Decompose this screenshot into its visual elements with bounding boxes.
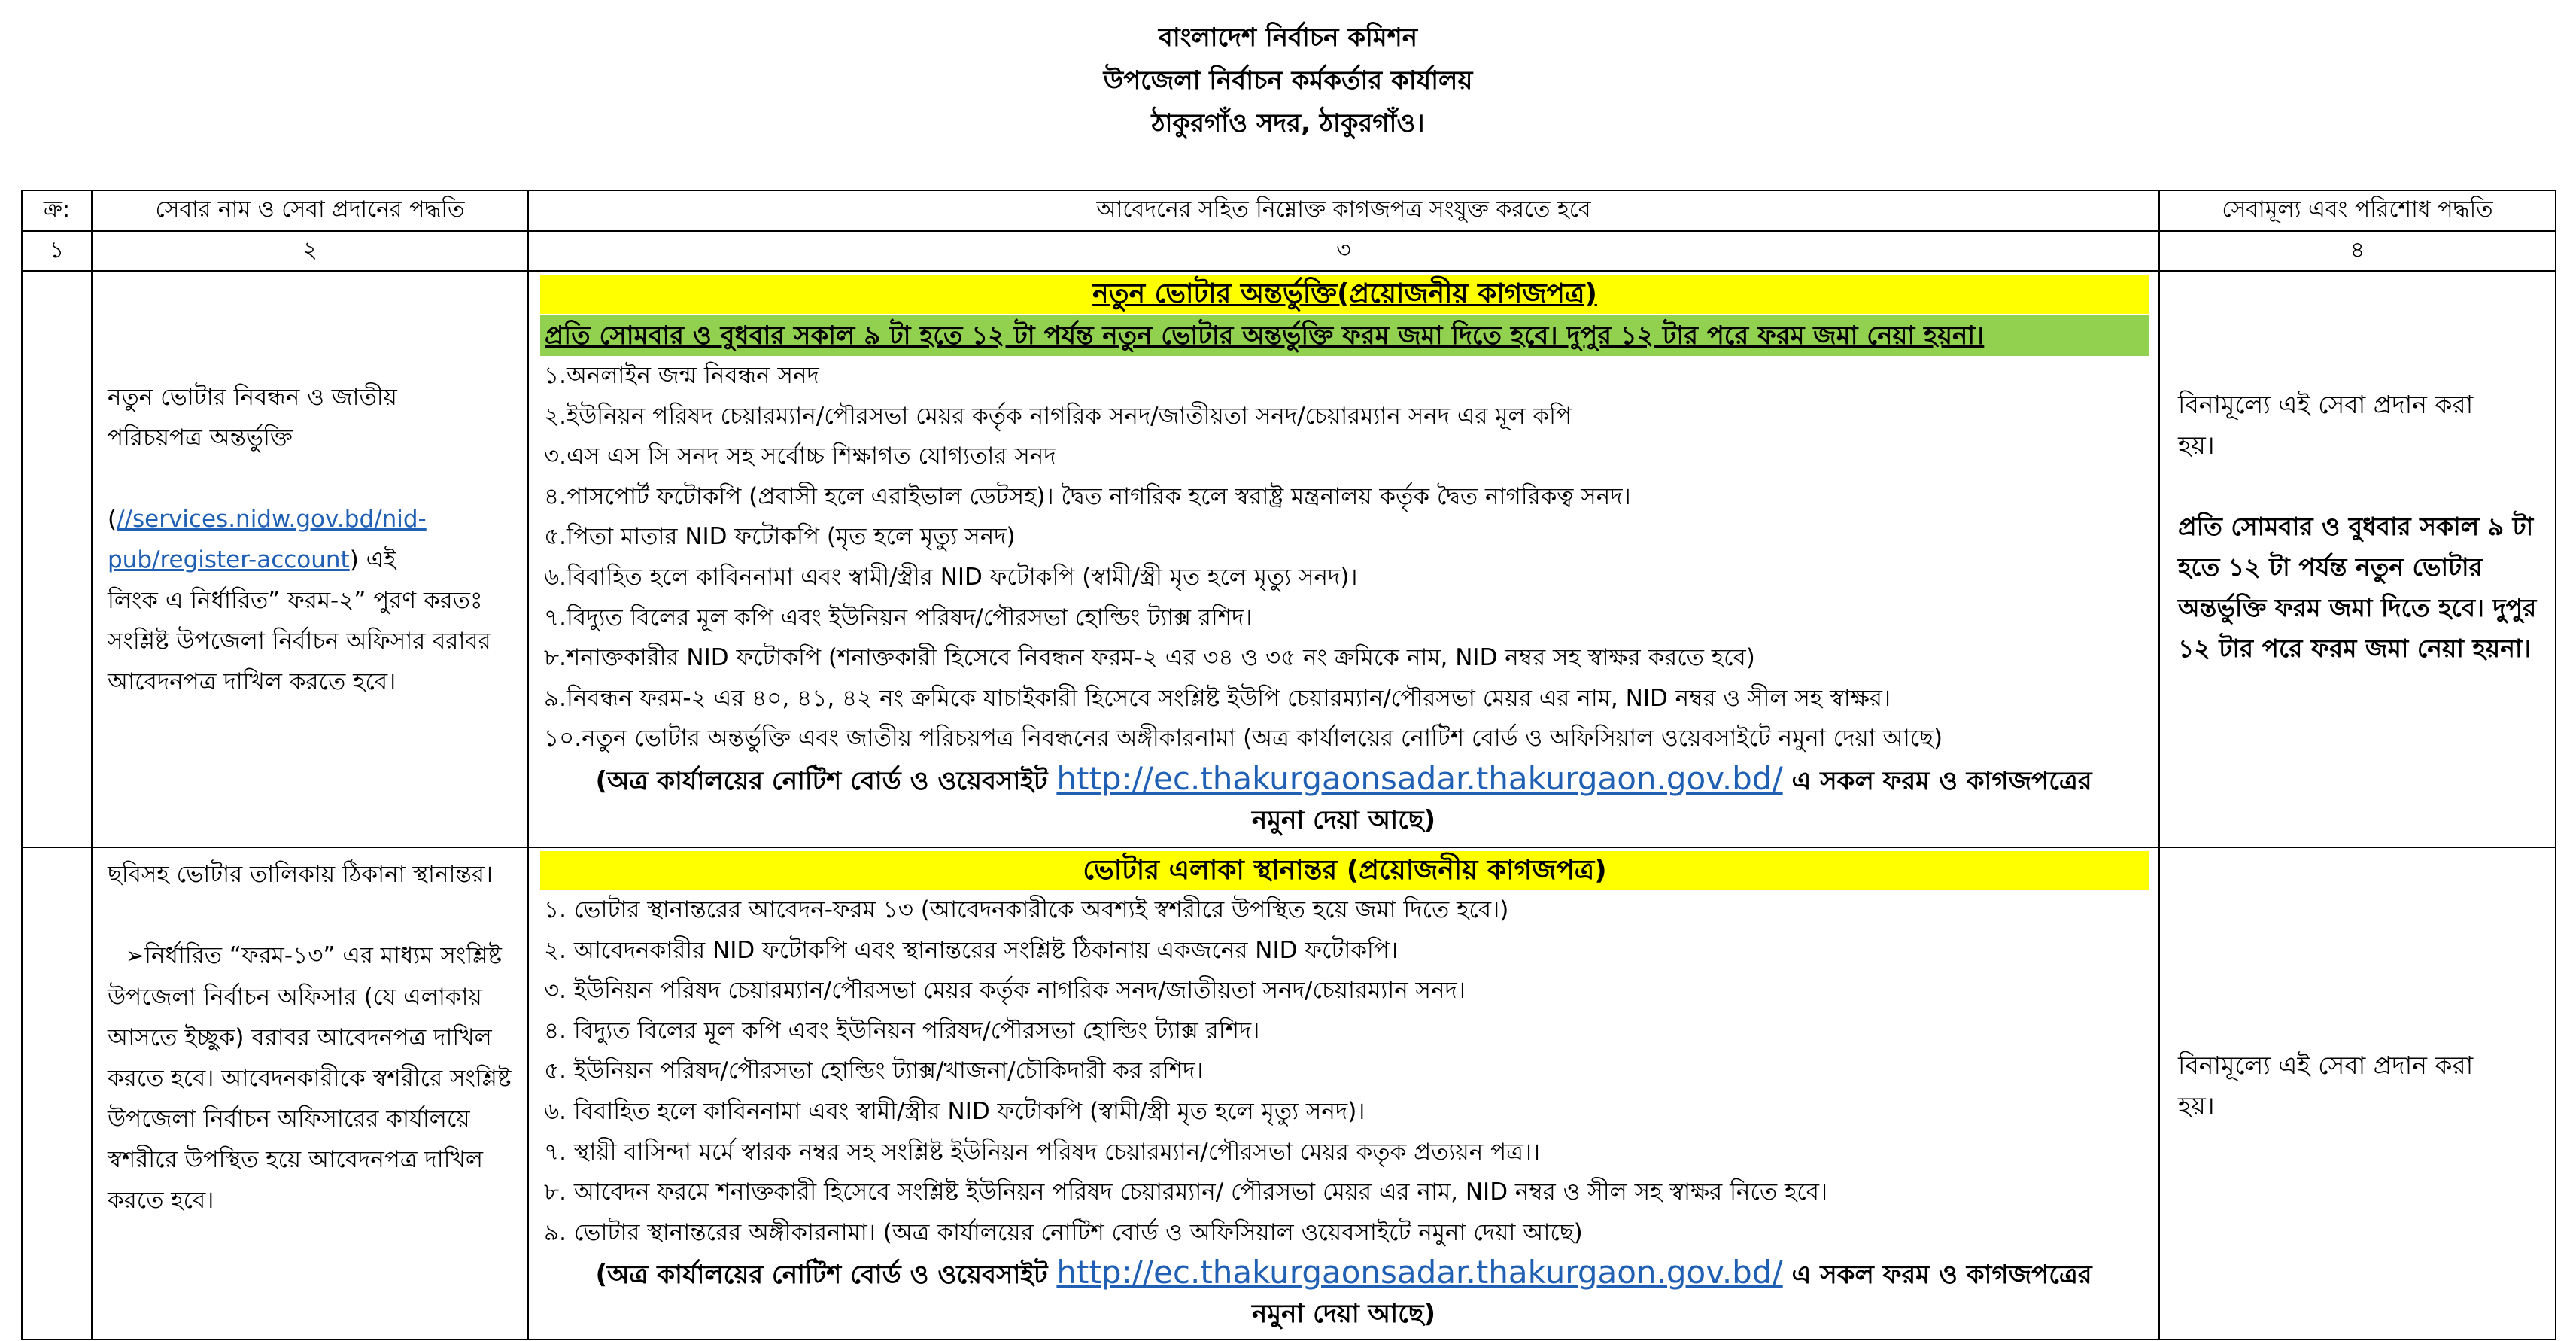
col-number-3: ৩ xyxy=(528,231,2159,271)
service-table xyxy=(21,190,2556,1340)
table-row xyxy=(22,271,2556,847)
list-item: ৫. ইউনিয়ন পরিষদ/পৌরসভা হোল্ডিং ট্যাক্স/খাজনা/চৌকিদারী কর রশিদ। xyxy=(544,1057,1204,1085)
row1-documents-cell xyxy=(528,271,2159,847)
list-item: ৯. ভোটার স্থানান্তরের অঙ্গীকারনামা। (অত্র কার্যালয়ের নোটিশ বোর্ড ও অফিসিয়াল ওয়েবসাইটে নমুনা দেয়া আছে) xyxy=(544,1218,1583,1246)
list-item: ১. ভোটার স্থানান্তরের আবেদন-ফরম ১৩ (আবেদনকারীকে অবশ্যই স্বশরীরে উপস্থিত হয়ে জমা দিতে হবে।) xyxy=(544,896,1509,923)
list-item: ২. আবেদনকারীর NID ফটোকপি এবং স্থানান্তরের সংশ্লিষ্ট ঠিকানায় একজনের NID ফটোকপি। xyxy=(544,936,1399,964)
row1-service-instructions: লিংক এ নির্ধারিত” ফরম-২” পুরণ করতঃ সংশ্লিষ্ট উপজেলা নির্বাচন অফিসার বরাবর আবেদনপত্র দাখিল করতে হবে। xyxy=(108,587,491,695)
row1-service-line2: পরিচয়পত্র অন্তর্ভুক্তি xyxy=(108,424,293,452)
row2-service-cell xyxy=(92,847,528,1339)
list-item: ১.অনলাইন জন্ম নিবন্ধন সনদ xyxy=(544,362,819,389)
header-office: উপজেলা নির্বাচন কর্মকর্তার কার্যালয় xyxy=(1103,65,1473,96)
header-commission: বাংলাদেশ নির্বাচন কমিশন xyxy=(1158,23,1418,53)
list-item: ৭. স্থায়ী বাসিন্দা মর্মে স্বারক নম্বর সহ সংশ্লিষ্ট ইউনিয়ন পরিষদ চেয়ারম্যান/পৌরসভা মেয়র কতৃক প্রত্যয়ন পত্র।। xyxy=(544,1138,1541,1166)
col-header-fee: সেবামূল্য এবং পরিশোধ পদ্ধতি xyxy=(2159,190,2556,231)
row1-note-line2: নমুনা দেয়া আছে) xyxy=(1251,804,1435,835)
document-header xyxy=(0,17,2576,145)
row1-title: নতুন ভোটার অন্তর্ভুক্তি(প্রয়োজনীয় কাগজপত্র) xyxy=(540,275,2149,314)
row1-green-notice: প্রতি সোমবার ও বুধবার সকাল ৯ টা হতে ১২ টা পর্যন্ত নতুন ভোটার অন্তর্ভুক্তি ফরম জমা দিতে হবে। দুপুর ১২ টার পরে ফরম জমা নেয়া হয়না। xyxy=(540,315,2149,356)
row2-documents-cell xyxy=(528,847,2159,1339)
row1-fee-line1: বিনামূল্যে এই সেবা প্রদান করা xyxy=(2178,390,2474,419)
row2-service-instructions: ➢নির্ধারিত “ফরম-১৩” এর মাধ্যম সংশ্লিষ্ট উপজেলা নির্বাচন অফিসার (যে এলাকায় আসতে ইচ্ছুক) বরাবর আবেদনপত্র দাখিল করতে হবে। আবেদনকারীকে স্বশরীরে সংশ্লিষ্ট উপজেলা নির্বাচন অফিসারের কার্যালয়ে স্বশরীরে উপস্থিত হয়ে আবেদনপত্র দাখিল করতে হবে। xyxy=(108,942,512,1214)
table-row xyxy=(22,847,2556,1339)
nid-register-link[interactable]: //services.nidw.gov.bd/nid-pub/register-account xyxy=(108,506,427,573)
list-item: ৬.বিবাহিত হলে কাবিননামা এবং স্বামী/স্ত্রীর NID ফটোকপি (স্বামী/স্ত্রী মৃত হলে মৃত্যু সনদ)। xyxy=(544,563,1358,591)
list-item: ৪.পাসপোর্ট ফটোকপি (প্রবাসী হলে এরাইভাল ডেটসহ)। দ্বৈত নাগরিক হলে স্বরাষ্ট্র মন্ত্রনালয় কর্তৃক দ্বৈত নাগরিকত্ব সনদ। xyxy=(544,482,1631,510)
row2-fee-line2: হয়। xyxy=(2178,1091,2215,1121)
list-item: ১০.নতুন ভোটার অন্তর্ভুক্তি এবং জাতীয় পরিচয়পত্র নিবন্ধনের অঙ্গীকারনামা (অত্র কার্যালয়ের নোটিশ বোর্ড ও অফিসিয়াল ওয়েবসাইটে নমুনা দেয়া আছে) xyxy=(544,725,1943,753)
row2-fee-line1: বিনামূল্যে এই সেবা প্রদান করা xyxy=(2178,1051,2474,1080)
row1-fee-cell xyxy=(2159,271,2556,847)
column-number-row xyxy=(22,231,2556,271)
row1-fee-notice: প্রতি সোমবার ও বুধবার সকাল ৯ টা হতে ১২ টা পর্যন্ত নতুন ভোটার অন্তর্ভুক্তি ফরম জমা দিতে হবে। দুপুর ১২ টার পরে ফরম জমা নেয়া হয়না। xyxy=(2178,512,2537,663)
row2-serial xyxy=(22,847,92,1339)
list-item: ৩. ইউনিয়ন পরিষদ চেয়ারম্যান/পৌরসভা মেয়র কর্তৃক নাগরিক সনদ/জাতীয়তা সনদ/চেয়ারম্যান সনদ। xyxy=(544,977,1466,1005)
list-item: ৩.এস এস সি সনদ সহ সর্বোচ্চ শিক্ষাগত যোগ্যতার সনদ xyxy=(544,442,1056,470)
table-header-row xyxy=(22,190,2556,231)
office-website-link[interactable]: http://ec.thakurgaonsadar.thakurgaon.gov.bd/ xyxy=(1056,1254,1783,1291)
list-item: ৮.শনাক্তকারীর NID ফটোকপি (শনাক্তকারী হিসেবে নিবন্ধন ফরম-২ এর ৩৪ ও ৩৫ নং ক্রমিকে নাম, NID নম্বর সহ স্বাক্ষর করতে হবে) xyxy=(544,644,1755,672)
row1-service-link-block: (//services.nidw.gov.bd/nid-pub/register-account) এই xyxy=(108,506,427,573)
row2-title: ভোটার এলাকা স্থানান্তর (প্রয়োজনীয় কাগজপত্র) xyxy=(540,851,2149,890)
col-header-service: সেবার নাম ও সেবা প্রদানের পদ্ধতি xyxy=(92,190,528,231)
office-website-link[interactable]: http://ec.thakurgaonsadar.thakurgaon.gov.bd/ xyxy=(1056,759,1783,797)
row2-service-title: ছবিসহ ভোটার তালিকায় ঠিকানা স্থানান্তর। xyxy=(108,861,493,888)
row1-service-cell xyxy=(92,271,528,847)
col-number-1: ১ xyxy=(22,231,92,271)
col-number-2: ২ xyxy=(92,231,528,271)
list-item: ৭.বিদ্যুত বিলের মূল কপি এবং ইউনিয়ন পরিষদ/পৌরসভা হোল্ডিং ট্যাক্স রশিদ। xyxy=(544,604,1253,631)
row2-fee-cell xyxy=(2159,847,2556,1339)
row1-fee-line2: হয়। xyxy=(2178,430,2215,460)
header-location: ঠাকুরগাঁও সদর, ঠাকুরগাঁও। xyxy=(1151,108,1425,138)
row2-note: (অত্র কার্যালয়ের নোটিশ বোর্ড ও ওয়েবসাইট http://ec.thakurgaonsadar.thakurgaon.gov.bd/ এ সকল ফরম ও কাগজপত্রের xyxy=(595,1254,2092,1291)
list-item: ৪. বিদ্যুত বিলের মূল কপি এবং ইউনিয়ন পরিষদ/পৌরসভা হোল্ডিং ট্যাক্স রশিদ। xyxy=(544,1017,1260,1045)
list-item: ৮. আবেদন ফরমে শনাক্তকারী হিসেবে সংশ্লিষ্ট ইউনিয়ন পরিষদ চেয়ারম্যান/ পৌরসভা মেয়র এর নাম, NID নম্বর ও সীল সহ স্বাক্ষর নিতে হবে। xyxy=(544,1178,1828,1206)
row1-serial xyxy=(22,271,92,847)
col-header-documents: আবেদনের সহিত নিম্নোক্ত কাগজপত্র সংযুক্ত করতে হবে xyxy=(528,190,2159,231)
row1-service-line1: নতুন ভোটার নিবন্ধন ও জাতীয় xyxy=(108,384,397,411)
col-number-4: ৪ xyxy=(2159,231,2556,271)
list-item: ২.ইউনিয়ন পরিষদ চেয়ারম্যান/পৌরসভা মেয়র কর্তৃক নাগরিক সনদ/জাতীয়তা সনদ/চেয়ারম্যান সনদ এর মূল কপি xyxy=(544,402,1572,430)
list-item: ৯.নিবন্ধন ফরম-২ এর ৪০, ৪১, ৪২ নং ক্রমিকে যাচাইকারী হিসেবে সংশ্লিষ্ট ইউপি চেয়ারম্যান/পৌরসভা মেয়র এর নাম, NID নম্বর ও সীল সহ স্বাক্ষর। xyxy=(544,684,1891,712)
col-header-serial: ক্র: xyxy=(22,190,92,231)
row1-note: (অত্র কার্যালয়ের নোটিশ বোর্ড ও ওয়েবসাইট http://ec.thakurgaonsadar.thakurgaon.gov.bd/ এ সকল ফরম ও কাগজপত্রের xyxy=(595,759,2092,797)
list-item: ৬. বিবাহিত হলে কাবিননামা এবং স্বামী/স্ত্রীর NID ফটোকপি (স্বামী/স্ত্রী মৃত হলে মৃত্যু সনদ)। xyxy=(544,1097,1365,1125)
list-item: ৫.পিতা মাতার NID ফটোকপি (মৃত হলে মৃত্যু সনদ) xyxy=(544,523,1016,551)
arrow-bullet-icon: ➢ xyxy=(126,943,145,969)
row2-note-line2: নমুনা দেয়া আছে) xyxy=(1251,1299,1435,1330)
